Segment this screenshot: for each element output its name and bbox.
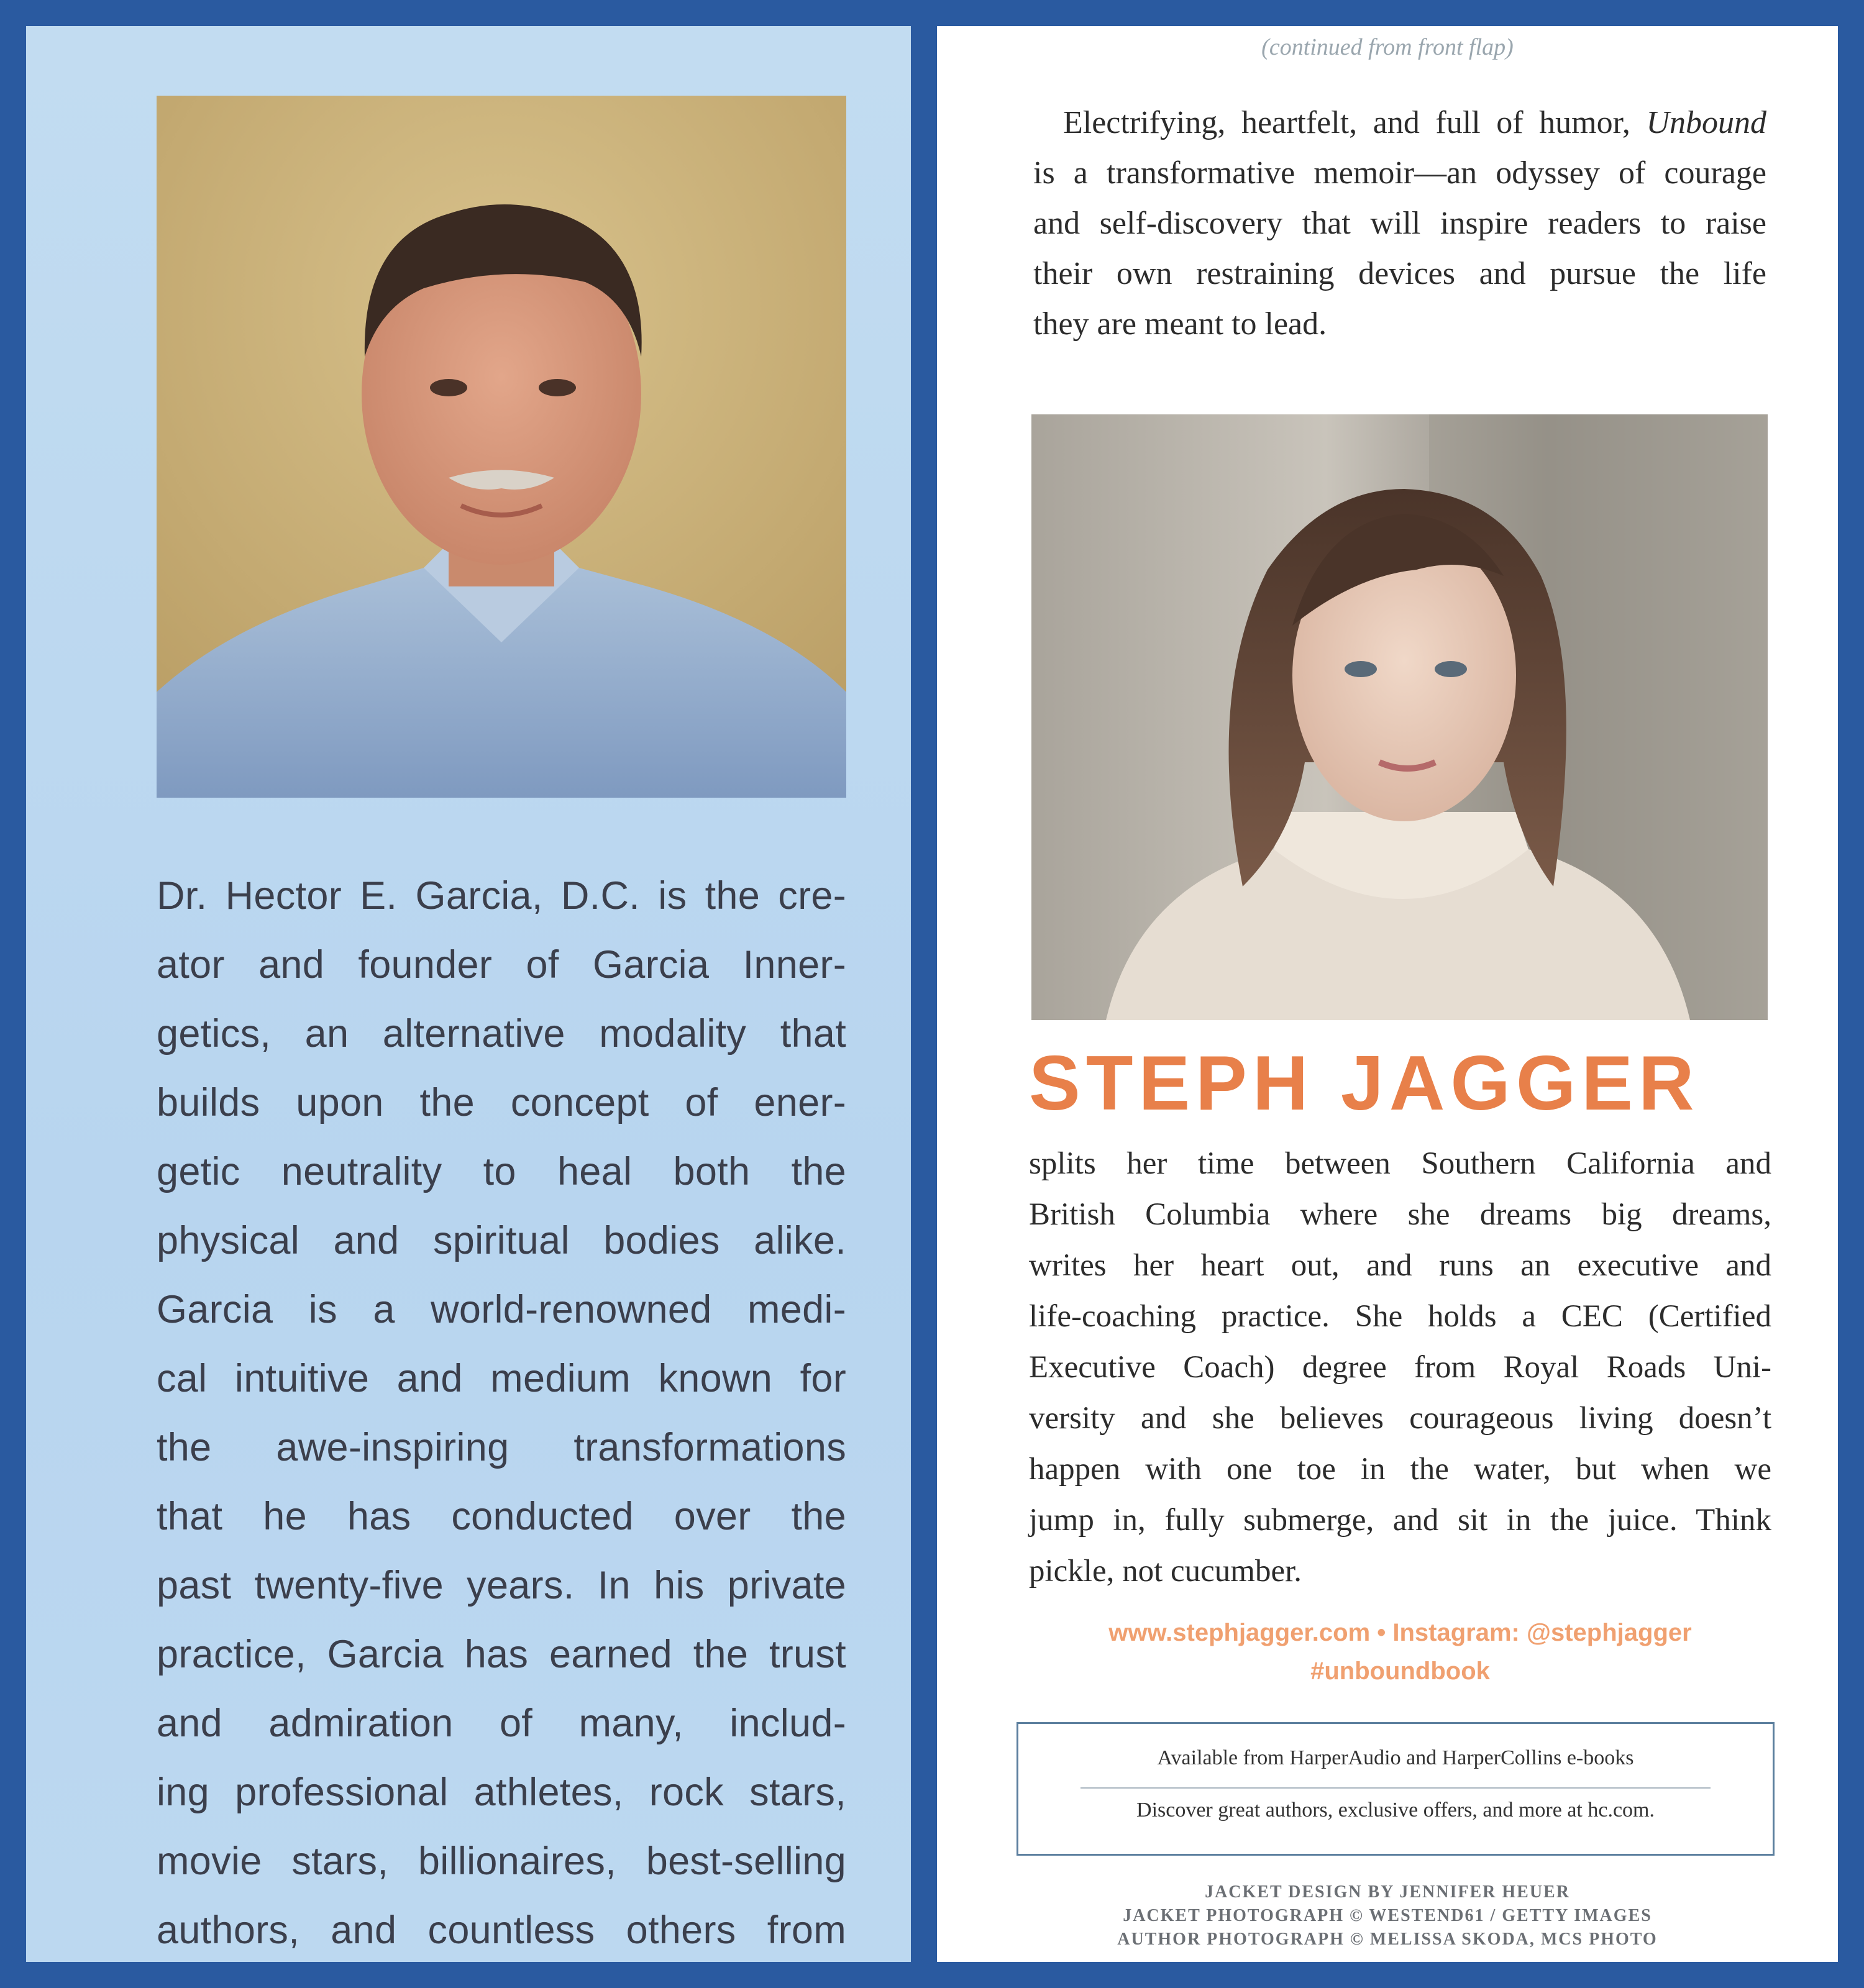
book-description bbox=[1033, 98, 1766, 349]
book-title: Unbound bbox=[1646, 105, 1766, 140]
bio-line: ator and founder of Garcia Inner- bbox=[157, 943, 846, 987]
garcia-bio bbox=[157, 862, 846, 1962]
bio-line: getic neutrality to heal both the bbox=[157, 1150, 846, 1193]
bio-line: past twenty-five years. In his private bbox=[157, 1564, 846, 1607]
author-photo-jagger bbox=[1031, 414, 1768, 1020]
bio-line: Executive Coach) degree from Royal Roads Uni- bbox=[1029, 1350, 1771, 1385]
bio-line: splits her time between Southern California and bbox=[1029, 1146, 1771, 1181]
intro-line: is a transformative memoir—an odyssey of courage bbox=[1033, 155, 1766, 191]
bio-line: getics, an alternative modality that bbox=[157, 1012, 846, 1056]
back-flap-right bbox=[937, 26, 1838, 1962]
available-formats-text: Available from HarperAudio and HarperCollins e-books bbox=[1157, 1746, 1634, 1769]
bio-line: life-coaching practice. She holds a CEC (Certified bbox=[1029, 1299, 1771, 1334]
bio-line: Dr. Hector E. Garcia, D.C. is the cre- bbox=[157, 874, 846, 918]
intro-line: and self-discovery that will inspire readers to raise bbox=[1033, 206, 1766, 241]
bio-line: happen with one toe in the water, but when we bbox=[1029, 1452, 1771, 1487]
continued-note: (continued from front flap) bbox=[1261, 34, 1514, 60]
intro-line: they are meant to lead. bbox=[1033, 306, 1327, 342]
availability-box bbox=[1017, 1722, 1775, 1856]
credit-line: AUTHOR PHOTOGRAPH © MELISSA SKODA, MCS PHOTO bbox=[1117, 1930, 1658, 1949]
bio-line: and admiration of many, includ- bbox=[157, 1702, 846, 1745]
credit-line: JACKET DESIGN BY JENNIFER HEUER bbox=[1205, 1882, 1570, 1902]
intro-line: their own restraining devices and pursue the life bbox=[1033, 256, 1766, 291]
bio-line: authors, and countless others from bbox=[157, 1908, 846, 1952]
bio-line: pickle, not cucumber. bbox=[1029, 1554, 1302, 1589]
bio-line: physical and spiritual bodies alike. bbox=[157, 1219, 846, 1262]
website-instagram-link[interactable]: www.stephjagger.com • Instagram: @stephjagger bbox=[1108, 1619, 1692, 1646]
bio-line: builds upon the concept of ener- bbox=[157, 1081, 846, 1124]
discover-text: Discover great authors, exclusive offers, and more at hc.com. bbox=[1136, 1799, 1655, 1822]
bio-line: ing professional athletes, rock stars, bbox=[157, 1771, 846, 1814]
portrait-woman bbox=[1031, 414, 1768, 1020]
intro-line: Electrifying, heartfelt, and full of humor, Unbound bbox=[1063, 105, 1766, 140]
bio-line: that he has conducted over the bbox=[157, 1495, 846, 1538]
bio-line: Garcia is a world-renowned medi- bbox=[157, 1288, 846, 1331]
bio-line: writes her heart out, and runs an executive and bbox=[1029, 1248, 1771, 1283]
jacket-credits bbox=[937, 1881, 1838, 1951]
bio-line: the awe-inspiring transformations bbox=[157, 1426, 846, 1469]
hashtag-link[interactable]: #unboundbook bbox=[1310, 1657, 1490, 1685]
author-photo-garcia bbox=[157, 96, 846, 798]
author-name-heading: STEPH JAGGER bbox=[1029, 1041, 1700, 1126]
bio-line: British Columbia where she dreams big dreams, bbox=[1029, 1197, 1771, 1232]
bio-line: cal intuitive and medium known for bbox=[157, 1357, 846, 1400]
bio-line: jump in, fully submerge, and sit in the juice. Think bbox=[1029, 1503, 1771, 1538]
bio-line: movie stars, billionaires, best-selling bbox=[157, 1840, 846, 1883]
divider bbox=[1080, 1787, 1711, 1789]
bio-line: versity and she believes courageous living doesn’t bbox=[1029, 1401, 1771, 1436]
back-flap-left bbox=[26, 26, 911, 1962]
credit-line: JACKET PHOTOGRAPH © WESTEND61 / GETTY IMAGES bbox=[1123, 1906, 1652, 1925]
author-links bbox=[1029, 1613, 1771, 1690]
portrait-man bbox=[157, 96, 846, 798]
jagger-bio bbox=[1029, 1138, 1771, 1597]
bio-line: practice, Garcia has earned the trust bbox=[157, 1633, 846, 1676]
